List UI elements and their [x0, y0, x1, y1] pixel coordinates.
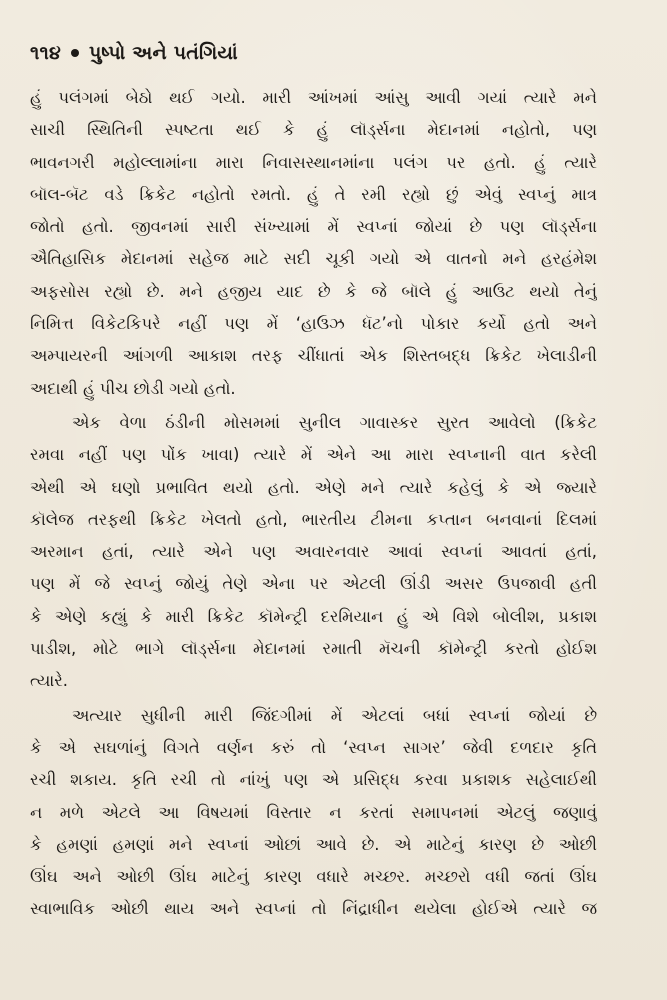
paragraph-2 — [30, 407, 597, 698]
text-line: અત્યાર સુધીની મારી જિંદગીમાં મેં એટલાં બધાં સ્વપ્નાં જોયાં છે — [72, 705, 597, 725]
text-line: ન મળે એટલે આ વિષયમાં વિસ્તાર ન કરતાં સમાપનમાં એટલું જણાવું — [30, 802, 597, 822]
paragraph-1 — [30, 82, 597, 405]
text-line: રમવા નહીં પણ પોંક ખાવા) ત્યારે મેં એને આ મારા સ્વપ્નાની વાત કરેલી — [30, 445, 597, 465]
book-title: પુષ્પો અને પતંગિયાં — [89, 42, 238, 64]
text-line: અદાથી હું પીચ છોડી ગયો હતો. — [30, 378, 236, 398]
text-line: ભાવનગરી મહોલ્લામાંના મારા નિવાસસ્થાનમાંના પલંગ પર હતો. હું ત્યારે — [30, 152, 597, 172]
text-line: પણ મેં જે સ્વપ્નું જોયું તેણે એના પર એટલી ઊંડી અસર ઉપજાવી હતી — [30, 574, 597, 594]
text-line: એક વેળા ઠંડીની મોસમમાં સુનીલ ગાવાસ્કર સુરત આવેલો (ક્રિકેટ — [72, 412, 597, 432]
text-line: કૉલેજ તરફથી ક્રિકેટ ખેલતો હતો, ભારતીય ટીમના કપ્તાન બનવાનાં દિલમાં — [30, 509, 597, 529]
text-line: અફસોસ રહ્યો છે. મને હજીય યાદ છે કે જે બૉલે હું આઉટ થયો તેનું — [30, 281, 597, 301]
paragraph-3 — [30, 700, 597, 926]
text-line: ઊંઘ અને ઓછી ઊંઘ માટેનું કારણ વધારે મચ્છર. મચ્છરો વધી જતાં ઊંઘ — [30, 867, 597, 887]
header-bullet-icon — [71, 49, 79, 57]
page-number: ૧૧૪ — [30, 42, 62, 64]
text-line: અરમાન હતાં, ત્યારે એને પણ અવારનવાર આવાં સ્વપ્નાં આવતાં હતાં, — [30, 542, 597, 562]
text-line: કે એ સઘળાંનું વિગતે વર્ણન કરું તો ‘સ્વપ્ન સાગર’ જેવી દળદાર કૃતિ — [30, 737, 597, 757]
text-line: અમ્પાયરની આંગળી આકાશ તરફ ચીંધાતાં એક શિસ્તબદ્ધ ક્રિકેટ ખેલાડીની — [30, 346, 597, 366]
text-line: પાડીશ, મોટે ભાગે લૉર્ડ્સના મેદાનમાં રમાતી મૅચની કૉમેન્ટ્રી કરતો હોઈશ — [30, 639, 597, 659]
text-line: હું પલંગમાં બેઠો થઈ ગયો. મારી આંખમાં આંસુ આવી ગયાં ત્યારે મને — [30, 88, 597, 107]
text-line: બૉલ-બૅટ વડે ક્રિકેટ નહોતો રમતો. હું તે રમી રહ્યો છું એવું સ્વપ્નું માત્ર — [30, 184, 597, 204]
text-line: જોતો હતો. જીવનમાં સારી સંખ્યામાં મેં સ્વપ્નાં જોયાં છે પણ લૉર્ડ્સના — [30, 217, 597, 237]
body-text — [30, 82, 597, 926]
text-line: સ્વાભાવિક ઓછી થાય અને સ્વપ્નાં તો નિંદ્રાધીન થયેલા હોઈએ ત્યારે જ — [30, 899, 597, 919]
text-line: એથી એ ઘણો પ્રભાવિત થયો હતો. એણે મને ત્યારે કહેલું કે એ જ્યારે — [30, 477, 597, 497]
text-line: રચી શકાય. કૃતિ રચી તો નાંખું પણ એ પ્રસિદ્ધ કરવા પ્રકાશક સહેલાઈથી — [30, 770, 597, 790]
text-line: નિમિત્ત વિકેટકિપરે નહીં પણ મેં ‘હાઉઝ ધૅટ’નો પોકાર કર્યો હતો અને — [30, 314, 597, 334]
text-line: ઐતિહાસિક મેદાનમાં સહેજ માટે સદી ચૂકી ગયો એ વાતનો મને હરહંમેશ — [30, 249, 597, 269]
text-line: ત્યારે. — [30, 671, 68, 691]
text-line: કે એણે કહ્યું કે મારી ક્રિકેટ કૉમેન્ટ્રી દરમિયાન હું એ વિશે બોલીશ, પ્રકાશ — [30, 606, 597, 626]
text-line: સાચી સ્થિતિની સ્પષ્ટતા થઈ કે હું લૉર્ડ્સના મેદાનમાં નહોતો, પણ — [30, 120, 597, 140]
text-line: કે હમણાં હમણાં મને સ્વપ્નાં ઓછાં આવે છે. એ માટેનું કારણ છે ઓછી — [30, 834, 597, 854]
running-header — [30, 38, 238, 68]
